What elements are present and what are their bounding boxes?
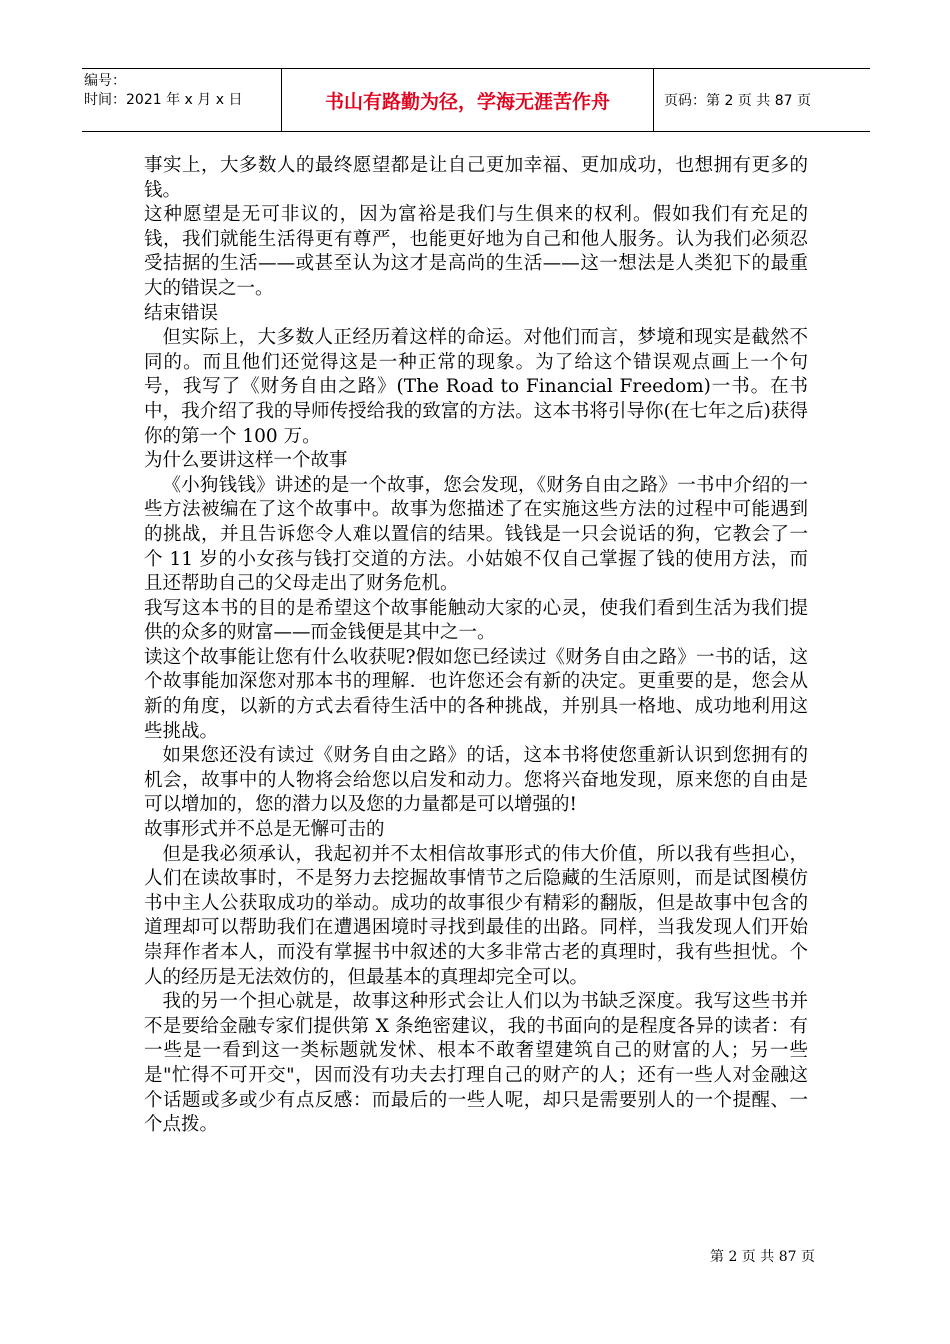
paragraph: 《小狗钱钱》讲述的是一个故事，您会发现，《财务自由之路》一书中介绍的一些方法被编在了这个故事中。故事为您描述了在实施这些方法的过程中可能遇到的挑战，并且告诉您令人难以置信的结果。钱钱是一只会说话的狗，它教会了一个 11 岁的小女孩与钱打交道的方法。小姑娘不仅自己掌握了钱的使用方法，而且还帮助自己的父母走出了财务危机。 <box>144 474 808 595</box>
header-page-label: 页码：第 2 页 共 87 页 <box>664 93 811 109</box>
section-heading: 为什么要讲这样一个故事 <box>144 450 348 472</box>
section-heading: 故事形式并不总是无懈可击的 <box>144 819 385 841</box>
header-meta <box>82 69 282 131</box>
paragraph: 如果您还没有读过《财务自由之路》的话，这本书将使您重新认识到您拥有的机会，故事中的人物将会给您以启发和动力。您将兴奋地发现，原来您的自由是可以增加的，您的潜力以及您的力量都是可以增强的! <box>144 745 808 816</box>
paragraph: 我写这本书的目的是希望这个故事能触动大家的心灵，使我们看到生活为我们提供的众多的财富——而金钱便是其中之一。 <box>144 597 808 644</box>
paragraph: 这种愿望是无可非议的，因为富裕是我们与生俱来的权利。假如我们有充足的钱，我们就能生活得更有尊严，也能更好地为自己和他人服务。认为我们必须忍受拮据的生活——或甚至认为这才是高尚的生活——这一想法是人类犯下的最重大的错误之一。 <box>144 204 808 299</box>
section-heading: 结束错误 <box>144 302 219 324</box>
paragraph: 事实上，大多数人的最终愿望都是让自己更加幸福、更加成功，也想拥有更多的钱。 <box>144 155 808 201</box>
header-time-label: 时间：2021 年 x 月 x 日 <box>84 92 243 108</box>
page-header <box>82 68 870 132</box>
paragraph: 我的另一个担心就是，故事这种形式会让人们以为书缺乏深度。我写这些书并不是要给金融专家们提供第 X 条绝密建议，我的书面向的是程度各异的读者：有一些是一看到这一类标题就发怵、根本不敢奢望建筑自己的财富的人；另一些是"忙得不可开交"，因而没有功夫去打理自己的财产的人；还有一些人对金融这个话题或多或少有点反感：而最后的一些人呢，却只是需要别人的一个提醒、一个点拨。 <box>144 991 808 1136</box>
document-body <box>144 154 808 1138</box>
page-footer: 第 2 页 共 87 页 <box>710 1249 815 1265</box>
paragraph: 但实际上，大多数人正经历着这样的命运。对他们而言，梦境和现实是截然不同的。而且他们还觉得这是一种正常的现象。为了给这个错误观点画上一个句号，我写了《财务自由之路》(The Road to Financial Freedom)一书。在书中，我介绍了我的导师传授给我的致富的方法。这本书将引导你(在七年之后)获得你的第一个 100 万。 <box>144 327 808 447</box>
paragraph: 但是我必须承认，我起初并不太相信故事形式的伟大价值，所以我有些担心，人们在读故事时，不是努力去挖掘故事情节之后隐藏的生活原则，而是试图模仿书中主人公获取成功的举动。成功的故事很少有精彩的翻版，但是故事中包含的道理却可以帮助我们在遭遇困境时寻找到最佳的出路。同样，当我发现人们开始崇拜作者本人，而没有掌握书中叙述的大多非常古老的真理时，我有些担忧。个人的经历是无法效仿的，但最基本的真理却完全可以。 <box>144 843 808 988</box>
header-number-label: 编号： <box>84 73 126 89</box>
header-motto: 书山有路勤为径，学海无涯苦作舟 <box>282 69 654 131</box>
paragraph: 读这个故事能让您有什么收获呢?假如您已经读过《财务自由之路》一书的话，这个故事能加深您对那本书的理解．也许您还会有新的决定。更重要的是，您会从新的角度，以新的方式去看待生活中的各种挑战，并别具一格地、成功地利用这些挑战。 <box>144 646 808 742</box>
